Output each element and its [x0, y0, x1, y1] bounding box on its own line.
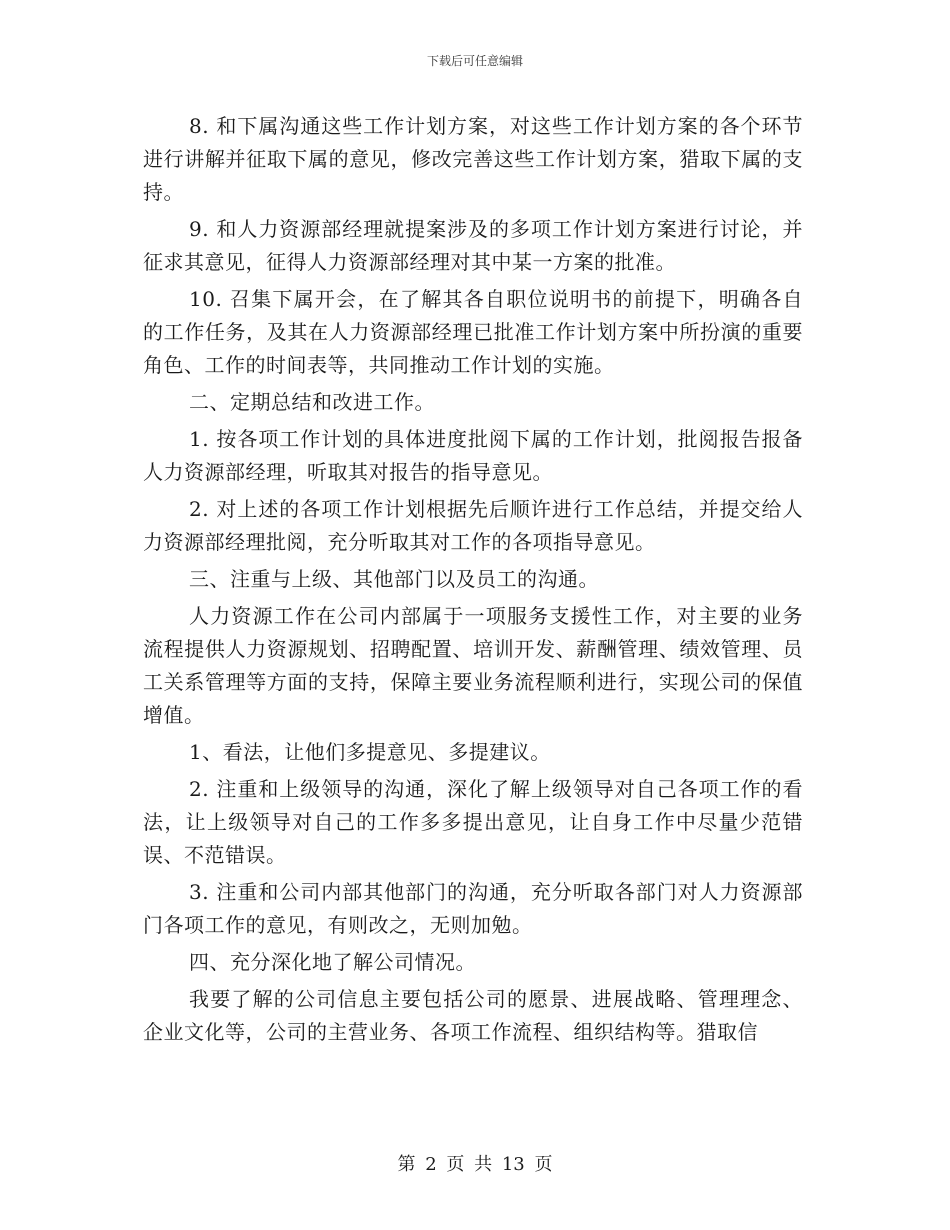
document-body: [143, 110, 803, 1053]
paragraph: 1. 按各项工作计划的具体进度批阅下属的工作计划，批阅报告报备人力资源部经理，听取其对报告的指导意见。: [143, 427, 803, 484]
paragraph: 9. 和人力资源部经理就提案涉及的多项工作计划方案进行讨论，并征求其意见，征得人力资源部经理对其中某一方案的批准。: [143, 217, 803, 274]
paragraph: 10. 召集下属开会，在了解其各自职位说明书的前提下，明确各自的工作任务，及其在人力资源部经理已批准工作计划方案中所扮演的重要角色、工作的时间表等，共同推动工作计划的实施。: [143, 287, 803, 377]
section-heading: 二、定期总结和改进工作。: [189, 390, 435, 414]
paragraph: 人力资源工作在公司内部属于一项服务支援性工作，对主要的业务流程提供人力资源规划、招聘配置、培训开发、薪酬管理、绩效管理、员工关系管理等方面的支持，保障主要业务流程顺利进行，实现公司的保值增值。: [143, 604, 803, 727]
paragraph: 2. 对上述的各项工作计划根据先后顺许进行工作总结，并提交给人力资源部经理批阅，充分听取其对工作的各项指导意见。: [143, 497, 803, 554]
section-heading: 三、注重与上级、其他部门以及员工的沟通。: [189, 567, 599, 591]
paragraph: 3. 注重和公司内部其他部门的沟通，充分听取各部门对人力资源部门各项工作的意见，有则改之，无则加勉。: [143, 880, 803, 937]
page-number-footer: 第 2 页 共 13 页: [397, 1154, 553, 1175]
paragraph: 我要了解的公司信息主要包括公司的愿景、进展战略、管理理念、企业文化等，公司的主营业务、各项工作流程、组织结构等。猎取信: [143, 987, 803, 1044]
paragraph: 2. 注重和上级领导的沟通，深化了解上级领导对自己各项工作的看法，让上级领导对自己的工作多多提出意见，让自身工作中尽量少范错误、不范错误。: [143, 777, 803, 867]
paragraph: 1、看法，让他们多提意见、多提建议。: [189, 740, 551, 764]
paragraph: 8. 和下属沟通这些工作计划方案，对这些工作计划方案的各个环节进行讲解并征取下属的意见，修改完善这些工作计划方案，猎取下属的支持。: [143, 114, 803, 204]
page-header: 下载后可任意编辑: [426, 54, 523, 68]
section-heading: 四、充分深化地了解公司情况。: [189, 950, 476, 974]
